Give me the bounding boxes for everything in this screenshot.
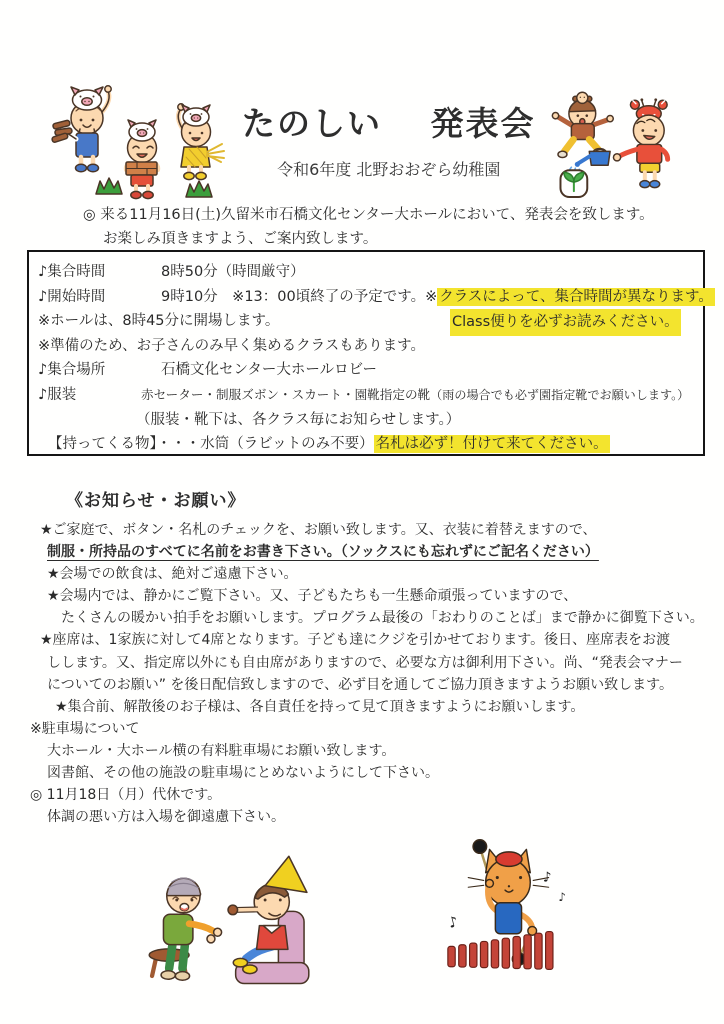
children-chatting-illustration [126,842,332,994]
intro-line-2: お楽しみ頂きますよう、ご案内致します。 [103,230,378,247]
music-note-icon: ♪ [558,889,566,904]
cat-xylophone-svg [432,831,582,991]
place-label: ♪集合場所 [38,362,106,379]
bring-highlight: 名札は必ず！付けて来てください。 [375,436,608,453]
children-watering-svg [536,72,708,201]
music-note-icon: ♪ [542,869,552,886]
cat-xylophone-illustration [432,831,582,991]
notice-line: ★ご家庭で、ボタン・名札のチェックを、お願い致します。又、衣装に着替えますので、 [40,522,597,538]
bring-text: 【持ってくる物】・・・水筒（ラビットのみ不要） [48,436,374,453]
gather-time-line [38,260,697,285]
clothes-label: ♪服装 [38,386,77,403]
notice-line: たくさんの暖かい拍手をお願いします。プログラム最後の「おわりのことば」まで静かに御覧下さい。 [61,610,704,627]
clothes-paren-note: （雨の場合でも必ず園指定靴でお願いします。） [430,387,690,402]
notices-heading: 《お知らせ・お願い》 [66,491,246,511]
title-block [242,66,536,180]
children-watering-sprout-illustration [536,66,708,201]
gather-time-label: ♪集合時間 [38,264,106,280]
page-title: たのしい 発表会 [242,104,536,143]
start-time-line [38,285,713,310]
notice-line: 大ホール・大ホール横の有料駐車場にお願い致します。 [47,742,396,759]
intro-line-1: ◎ 来る11月16日(土)久留米市石橋文化センター大ホールにおいて、発表会を致します。 [83,207,654,223]
clothes-note-line [136,408,697,433]
notice-line: しします。又、指定席以外にも自由席がありますので、必要な方は御利用下さい。尚、“発表会マナー [47,654,683,671]
intro-paragraph [83,204,654,251]
prep-note-line [38,334,697,359]
header [50,66,675,206]
music-note-icon: ♪ [446,914,460,932]
hall-open-note: ※ホールは、8時45分に開場します。 [38,313,280,330]
notices-list [28,519,708,828]
notice-line: 体調の悪い方は入場を御遠慮下さい。 [47,809,285,826]
three-little-pigs-svg [50,66,242,201]
clothes-line [38,383,697,408]
start-time-highlight: クラスによって、集合時間が異なります。 [439,288,713,305]
class-letter-highlight: Class便りを必ずお読みください。 [450,309,681,336]
notice-line: ★会場での飲食は、絶対ご遠慮下さい。 [47,566,298,583]
children-chatting-svg [126,842,332,994]
gather-time-value: 8時50分（時間厳守） [161,264,305,280]
three-little-pigs-illustration [50,66,242,201]
place-value: 石橋文化センター大ホールロビー [161,362,378,379]
event-info-box [27,250,713,456]
clothes-value: 赤セーター・制服ズボン・スカート・園靴指定の靴 [141,386,431,402]
start-time-value: 9時10分 ※13：00頃終了の予定です。※ [161,288,438,305]
clothes-note: （服装・靴下は、各クラス毎にお知らせします。） [136,411,461,428]
place-line [38,358,697,383]
hall-open-line [38,309,697,334]
notice-line: ★座席は、1家族に対して4席となります。子ども達にクジを引かせております。後日、座席表をお渡 [40,632,671,649]
notice-line: ※駐車場について [30,720,140,737]
prep-note: ※準備のため、お子さんのみ早く集めるクラスもあります。 [38,337,425,354]
notice-line: ★集合前、解散後のお子様は、各自責任を持って見て頂きますようにお願いします。 [55,698,585,715]
notice-line: 図書館、その他の施設の駐車場にとめないようにして下さい。 [47,765,439,782]
page-subtitle: 令和6年度 北野おおぞら幼稚園 [277,160,501,179]
notice-line: ★会場内では、静かにご覧下さい。又、子どもたちも一生懸命頑張っていますので、 [47,588,578,605]
notice-line-underlined: 制服・所持品のすべてに名前をお書き下さい。（ソックスにも忘れずにご記名ください） [47,544,599,561]
start-time-label: ♪開始時間 [38,288,106,305]
bring-items-line [48,432,697,457]
notice-line: ◎ 11月18日（月）代休です。 [30,787,222,804]
notice-line: についてのお願い” を後日配信致しますので、必ず目を通してご協力頂きますようお願い致します。 [47,676,674,693]
